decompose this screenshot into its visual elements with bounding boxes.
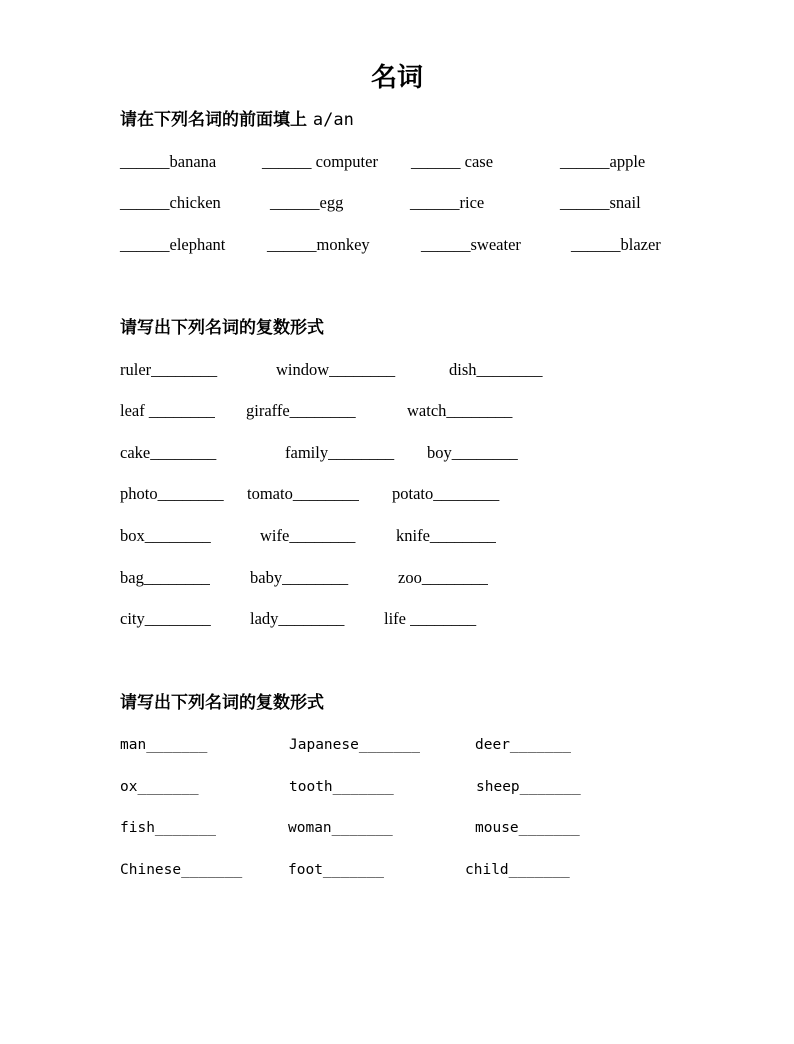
exercise-item: watch________ [407, 401, 513, 420]
page-title: 名词 [370, 63, 423, 93]
exercise-item: bag________ [120, 568, 210, 587]
exercise-item: photo________ [120, 484, 224, 503]
exercise-item: dish________ [449, 360, 543, 379]
exercise-item: Japanese_______ [289, 737, 420, 753]
exercise-item: ______chicken [120, 193, 221, 212]
exercise-item: window________ [276, 360, 396, 379]
exercise-item: wife________ [260, 526, 356, 545]
exercise-item: cake________ [120, 443, 217, 462]
exercise-item: leaf ________ [120, 401, 215, 420]
exercise-item: potato________ [392, 484, 500, 503]
exercise-item: woman_______ [288, 820, 393, 836]
exercise-item: child_______ [465, 862, 570, 878]
section2-heading: 请写出下列名词的复数形式 [120, 318, 324, 338]
exercise-item: box________ [120, 526, 211, 545]
exercise-item: Chinese_______ [120, 862, 243, 878]
exercise-item: city________ [120, 609, 211, 628]
exercise-item: ______snail [560, 193, 641, 212]
exercise-item: tomato________ [247, 484, 359, 503]
section1-heading-text: 请在下列名词的前面填上 [120, 110, 313, 130]
exercise-item: deer_______ [475, 737, 572, 753]
exercise-item: ruler________ [120, 360, 218, 379]
exercise-item: ______blazer [571, 235, 661, 254]
exercise-item: ox_______ [120, 779, 199, 795]
exercise-item: giraffe________ [246, 401, 356, 420]
exercise-item: fish_______ [120, 820, 217, 836]
exercise-item: boy________ [427, 443, 518, 462]
exercise-item: mouse_______ [475, 820, 580, 836]
exercise-item: tooth_______ [289, 779, 394, 795]
exercise-item: foot_______ [288, 862, 385, 878]
exercise-item: ______monkey [267, 235, 370, 254]
section1-heading [120, 108, 354, 132]
exercise-item: ______ computer [262, 152, 378, 171]
exercise-item: ______elephant [120, 235, 226, 254]
exercise-item: ______ case [411, 152, 494, 171]
exercise-item: family________ [285, 443, 395, 462]
exercise-item: knife________ [396, 526, 496, 545]
exercise-item: ______rice [410, 193, 485, 212]
exercise-item: ______egg [270, 193, 344, 212]
exercise-item: life ________ [384, 609, 477, 628]
exercise-item: sheep_______ [476, 779, 581, 795]
exercise-item: baby________ [250, 568, 349, 587]
section1-heading-latin: a/an [312, 110, 354, 130]
exercise-item: ______sweater [421, 235, 521, 254]
exercise-item: lady________ [250, 609, 345, 628]
section3-heading: 请写出下列名词的复数形式 [120, 693, 324, 713]
exercise-item: ______apple [560, 152, 646, 171]
exercise-item: ______banana [120, 152, 217, 171]
exercise-item: zoo________ [398, 568, 488, 587]
exercise-item: man_______ [120, 737, 208, 753]
